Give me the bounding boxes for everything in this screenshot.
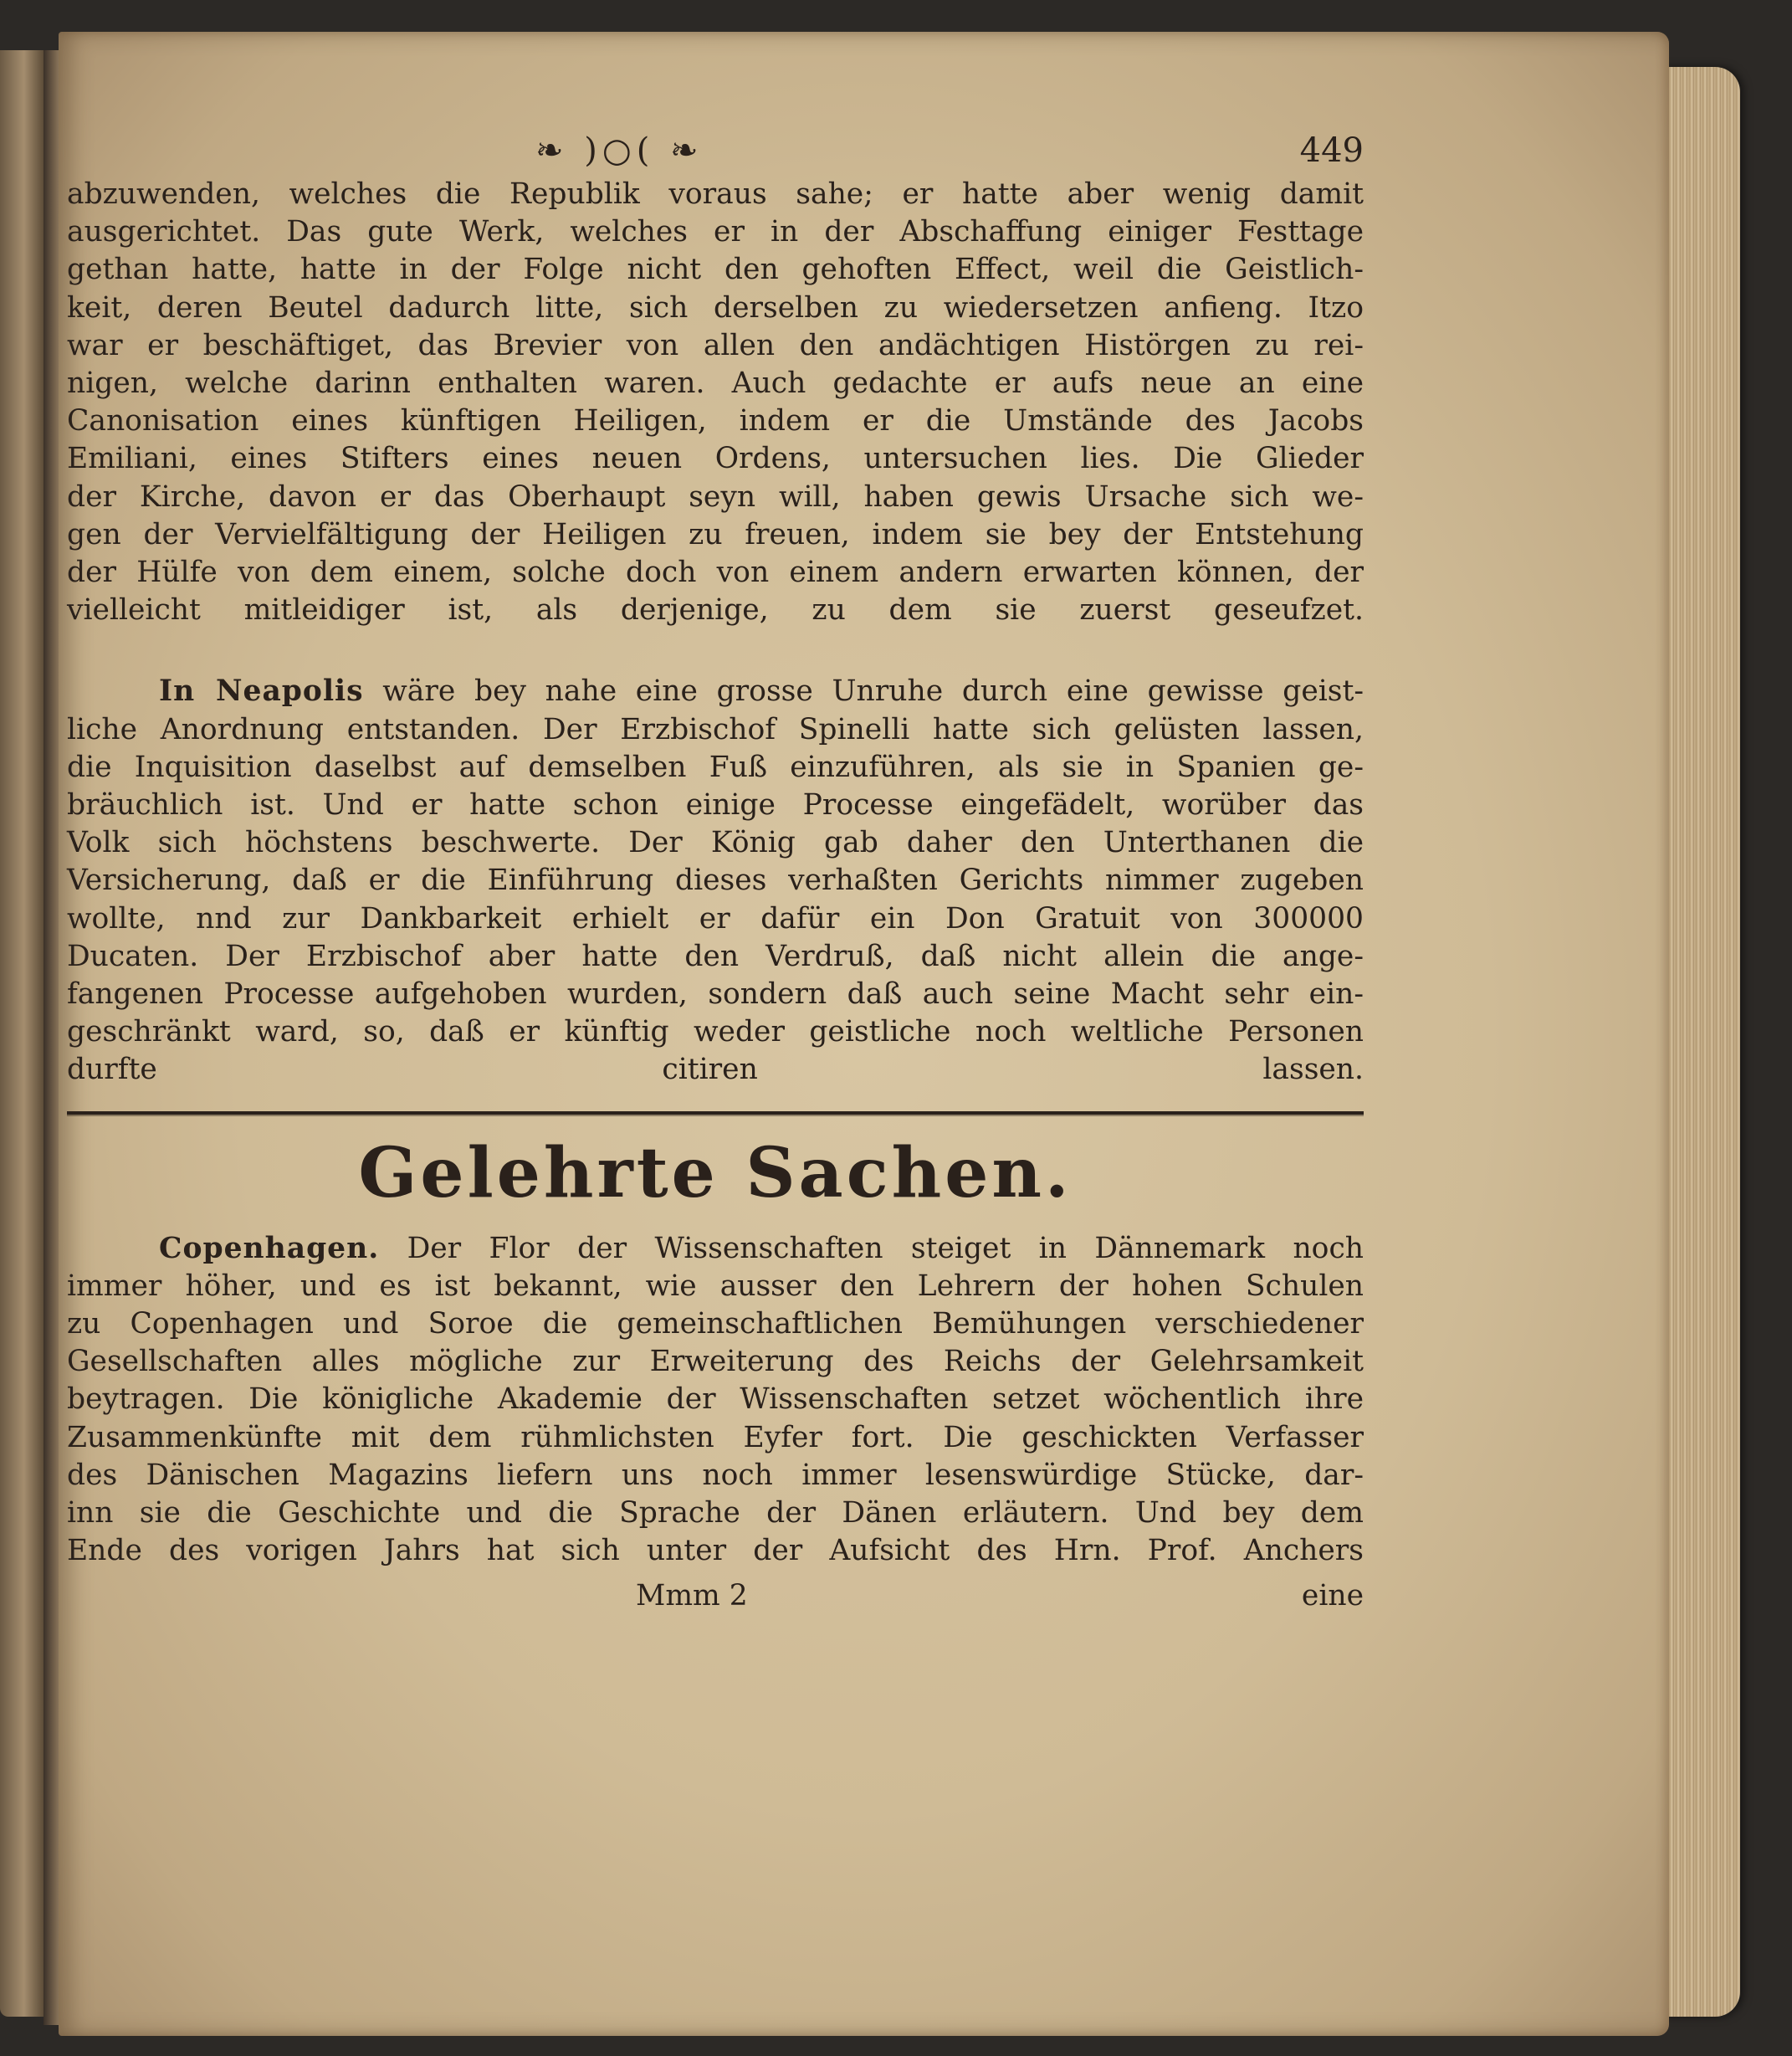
text-line: gethan hatte, hatte in der Folge nicht den gehoften Effect, weil die Geistlich- — [67, 253, 1364, 287]
page-number: 449 — [1299, 131, 1364, 170]
first-line-rest: Der Flor der Wissenschaften steiget in Dännemark noch — [407, 1231, 1364, 1265]
left-page-edge — [0, 50, 44, 2017]
text-line: Volk sich höchstens beschwerte. Der König gab daher den Unterthanen die — [67, 826, 1364, 860]
text-line: durfte citiren lassen. — [67, 1053, 1364, 1087]
text-line: der Hülfe von dem einem, solche doch von einem andern erwarten können, der — [67, 556, 1364, 590]
text-line: abzuwenden, welches die Republik voraus sahe; er hatte aber wenig damit — [67, 177, 1364, 211]
text-line: der Kirche, davon er das Oberhaupt seyn will, haben gewis Ursache sich we- — [67, 479, 1364, 514]
text-line-first — [67, 673, 1364, 710]
section-rule — [67, 1111, 1364, 1115]
text-line: Emiliani, eines Stifters eines neuen Ordens, untersuchen lies. Die Glieder — [67, 442, 1364, 476]
text-line: inn sie die Geschichte und die Sprache der Dänen erläutern. Und bey dem — [67, 1496, 1364, 1530]
text-line: die Inquisition daselbst auf demselben Fuß einzuführen, als sie in Spanien ge- — [67, 750, 1364, 784]
page-footer — [67, 1574, 1364, 1618]
text-line: vielleicht mitleidiger ist, als derjenige, zu dem sie zuerst geseufzet. — [67, 593, 1364, 628]
text-line: Versicherung, daß er die Einführung dieses verhaßten Gerichts nimmer zugeben — [67, 864, 1364, 898]
paragraph-copenhagen — [67, 1230, 1364, 1571]
text-line: beytragen. Die königliche Akademie der Wissenschaften setzet wöchentlich ihre — [67, 1382, 1364, 1417]
text-line: bräuchlich ist. Und er hatte schon einige Processe eingefädelt, worüber das — [67, 788, 1364, 823]
text-line: immer höher, und es ist bekannt, wie ausser den Lehrern der hohen Schulen — [67, 1269, 1364, 1303]
text-line: Gesellschaften alles mögliche zur Erweiterung des Reichs der Gelehrsamkeit — [67, 1345, 1364, 1379]
text-line: war er beschäftiget, das Brevier von allen den andächtigen Histörgen zu rei- — [67, 328, 1364, 362]
page-text — [67, 126, 1364, 1618]
first-line-rest: wäre bey nahe eine grosse Unruhe durch eine gewisse geist- — [382, 674, 1364, 709]
text-line: nigen, welche darinn enthalten waren. Auch gedachte er aufs neue an eine — [67, 367, 1364, 401]
text-line: des Dänischen Magazins liefern uns noch immer lesenswürdige Stücke, dar- — [67, 1458, 1364, 1492]
paragraph-neapolis — [67, 673, 1364, 1089]
catchword: eine — [1301, 1578, 1364, 1612]
place-name: In Neapolis — [159, 674, 364, 709]
place-name: Copenhagen. — [159, 1231, 380, 1265]
text-line: liche Anordnung entstanden. Der Erzbischof Spinelli hatte sich gelüsten lassen, — [67, 712, 1364, 746]
text-line: keit, deren Beutel dadurch litte, sich derselben zu wiedersetzen anfieng. Itzo — [67, 290, 1364, 325]
paragraph-papacy — [67, 176, 1364, 629]
ornament: ❧ )○( ❧ — [535, 131, 704, 170]
text-line: geschränkt ward, so, daß er künftig weder geistliche noch weltliche Personen — [67, 1015, 1364, 1049]
text-line: fangenen Processe aufgehoben wurden, sondern daß auch seine Macht sehr ein- — [67, 977, 1364, 1012]
text-line: Ducaten. Der Erzbischof aber hatte den Verdruß, daß nicht allein die ange- — [67, 939, 1364, 973]
text-line-first — [67, 1230, 1364, 1268]
page-stack-edges — [1661, 67, 1740, 2017]
text-line: Canonisation eines künftigen Heiligen, indem er die Umstände des Jacobs — [67, 404, 1364, 438]
text-line: wollte, nnd zur Dankbarkeit erhielt er dafür ein Don Gratuit von 300000 — [67, 901, 1364, 936]
text-line: Zusammenkünfte mit dem rühmlichsten Eyfer fort. Die geschickten Verfasser — [67, 1420, 1364, 1454]
running-head — [67, 126, 1364, 176]
signature-mark: Mmm 2 — [636, 1578, 748, 1612]
text-line: zu Copenhagen und Soroe die gemeinschaftlichen Bemühungen verschiedener — [67, 1307, 1364, 1341]
text-line: Ende des vorigen Jahrs hat sich unter der Aufsicht des Hrn. Prof. Anchers — [67, 1534, 1364, 1568]
section-heading: Gelehrte Sachen. — [358, 1132, 1073, 1213]
text-line: ausgerichtet. Das gute Werk, welches er in der Abschaffung einiger Festtage — [67, 215, 1364, 249]
text-line: gen der Vervielfältigung der Heiligen zu freuen, indem sie bey der Entstehung — [67, 517, 1364, 551]
